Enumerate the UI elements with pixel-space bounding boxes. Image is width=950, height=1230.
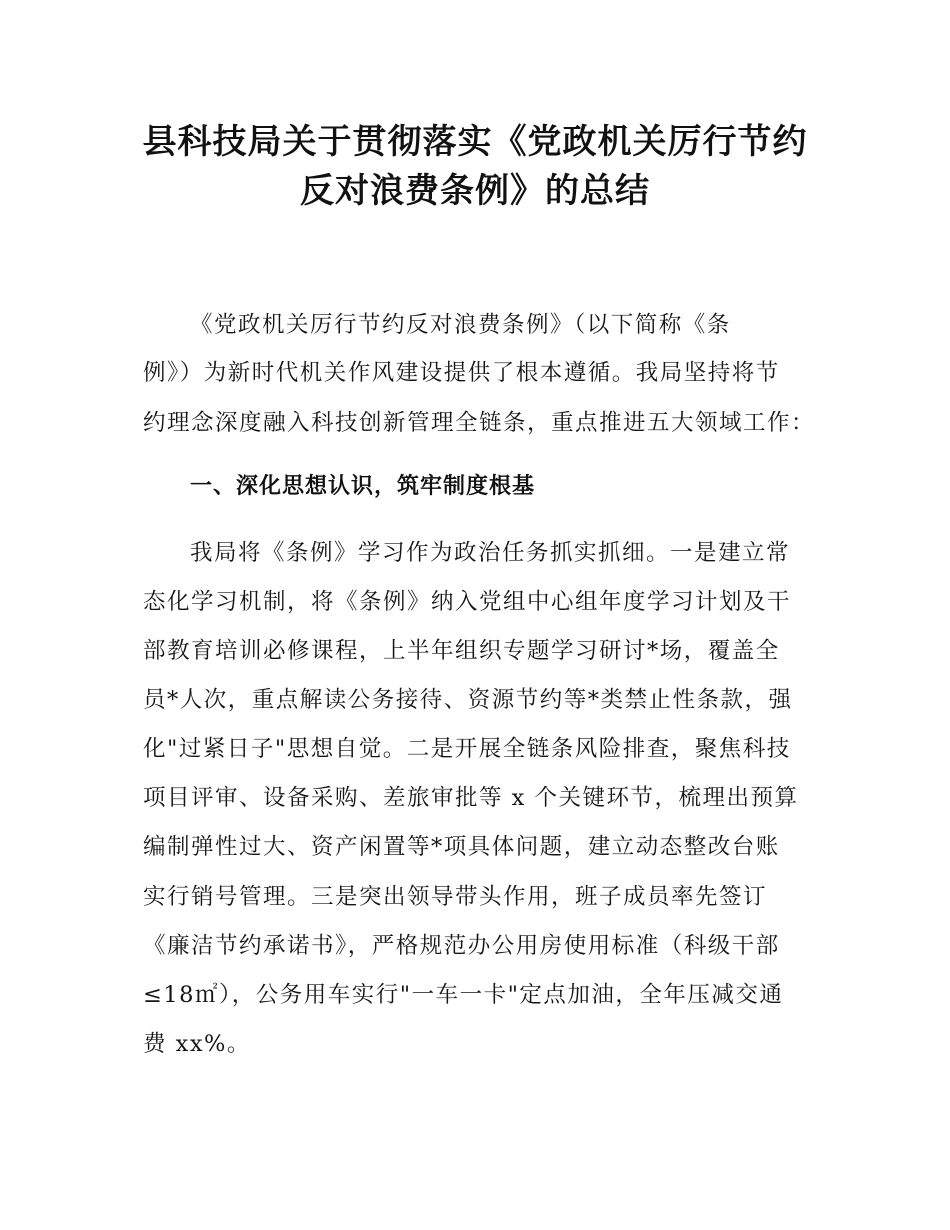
body-line: 态化学习机制，将《条例》纳入党组中心组年度学习计划及干 <box>143 589 792 615</box>
body-line: 《廉洁节约承诺书》，严格规范办公用房使用标准（科级干部 <box>143 933 780 959</box>
intro-line: 约理念深度融入科技创新管理全链条，重点推进五大领域工作： <box>143 410 816 436</box>
document-title-line-1: 县科技局关于贯彻落实《党政机关厉行节约 <box>142 122 808 162</box>
body-line: 编制弹性过大、资产闲置等*项具体问题，建立动态整改台账 <box>143 834 780 860</box>
body-line: 费 xx%。 <box>143 1031 251 1057</box>
intro-line: 例》）为新时代机关作风建设提供了根本遵循。我局坚持将节 <box>143 360 780 386</box>
body-line: 化"过紧日子"思想自觉。二是开展全链条风险排查，聚焦科技 <box>143 736 791 762</box>
body-line: ≤18㎡），公务用车实行"一车一卡"定点加油，全年压减交通 <box>143 982 784 1008</box>
body-line: 项目评审、设备采购、差旅审批等 x 个关键环节，梳理出预算 <box>143 785 799 811</box>
body-line: 部教育培训必修课程，上半年组织专题学习研讨*场，覆盖全 <box>143 638 780 664</box>
section-heading: 一、深化思想认识，筑牢制度根基 <box>190 474 536 499</box>
body-line: 员*人次，重点解读公务接待、资源节约等*类禁止性条款，强 <box>143 687 793 713</box>
body-line: 我局将《条例》学习作为政治任务抓实抓细。一是建立常 <box>190 540 791 566</box>
body-line: 实行销号管理。三是突出领导带头作用，班子成员率先签订 <box>143 884 768 910</box>
intro-line: 《党政机关厉行节约反对浪费条例》（以下简称《条 <box>190 312 731 338</box>
document-title-line-2: 反对浪费条例》的总结 <box>300 171 650 211</box>
